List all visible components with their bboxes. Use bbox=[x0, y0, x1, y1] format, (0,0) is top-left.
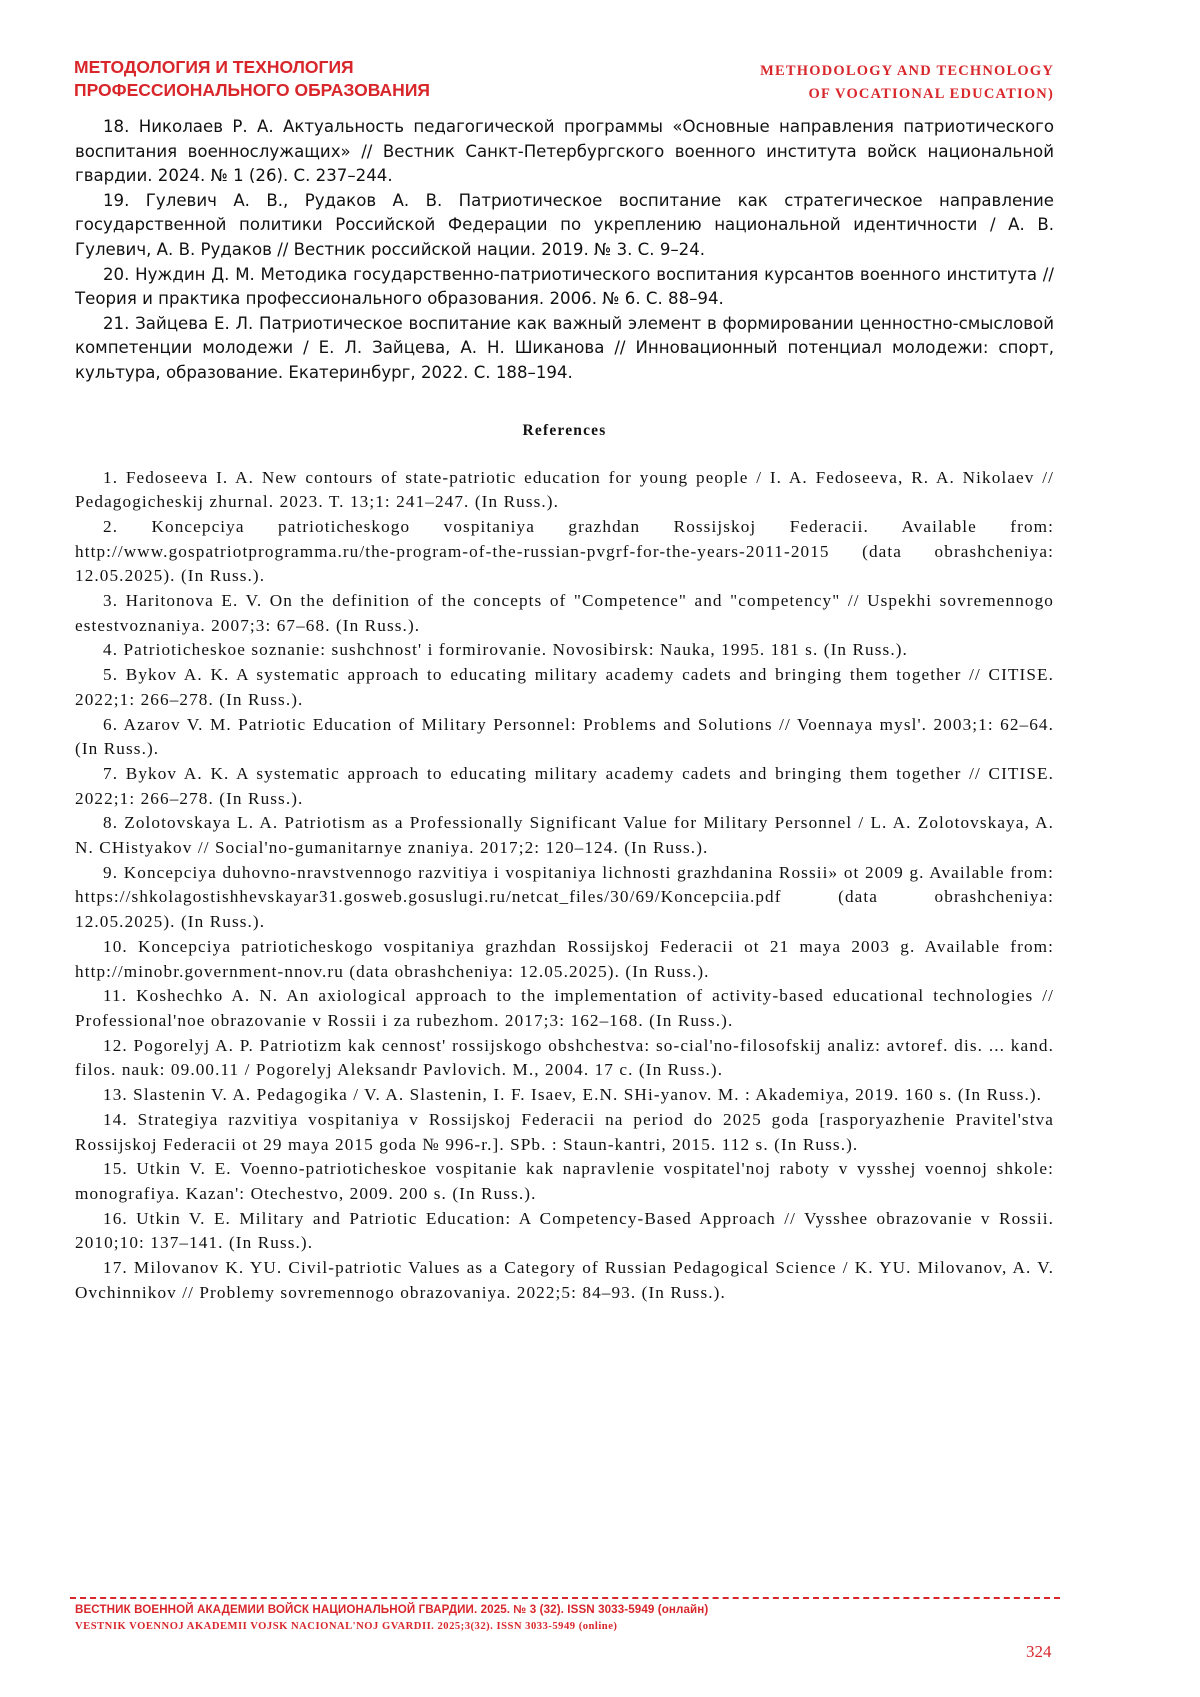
footer-journal-en: VESTNIK VOENNOJ AKADEMII VOJSK NACIONAL'NOJ GVARDII. 2025;3(32). ISSN 3033-5949 (online) bbox=[75, 1621, 618, 1632]
en-reference-item: 16. Utkin V. E. Military and Patriotic Education: A Competency-Based Approach // Vysshee obrazovanie v Rossii. 2010;10: 137–141. (In Russ.). bbox=[75, 1208, 1054, 1253]
ru-reference-item: 21. Зайцева Е. Л. Патриотическое воспитание как важный элемент в формировании ценностно-смысловой компетенции молодежи / Е. Л. Зайцева, А. Н. Шиканова // Инновационный потенциал молодежи: спорт, культура, образование. Екатеринбург, 2022. С. 188–194. bbox=[75, 313, 1054, 382]
header-left-line-1: МЕТОДОЛОГИЯ И ТЕХНОЛОГИЯ bbox=[74, 57, 354, 77]
journal-section-title-ru bbox=[74, 56, 430, 102]
header-right-line-1: METHODOLOGY AND TECHNOLOGY bbox=[760, 63, 1054, 79]
en-reference-item: 17. Milovanov K. YU. Civil-patriotic Values as a Category of Russian Pedagogical Science / K. YU. Milovanov, A. V. Ovchinnikov // Problemy sovremennogo obrazovaniya. 2022;5: 84–93. (In Russ.). bbox=[75, 1258, 1054, 1302]
en-reference-item: 6. Azarov V. M. Patriotic Education of Military Personnel: Problems and Solutions // Voennaya mysl'. 2003;1: 62–64. (In Russ.). bbox=[75, 714, 1054, 759]
header-right-line-2: OF VOCATIONAL EDUCATION) bbox=[808, 86, 1054, 102]
references-heading: References bbox=[522, 421, 607, 439]
en-reference-item: 11. Koshechko A. N. An axiological approach to the implementation of activity-based educational technologies // Professional'noe obrazovanie v Rossii i za rubezhom. 2017;3: 162–168. (In Russ.). bbox=[75, 986, 1054, 1030]
ru-reference-item: 19. Гулевич А. В., Рудаков А. В. Патриотическое воспитание как стратегическое направление государственной политики Российской Федерации по укреплению национальной идентичности / А. В. Гулевич, А. В. Рудаков // Вестник российской нации. 2019. № 3. С. 9–24. bbox=[75, 190, 1054, 259]
en-reference-item: 15. Utkin V. E. Voenno-patrioticheskoe vospitanie kak napravlenie vospitatel'noj raboty v vysshej voennoj shkole: monografiya. Kazan': Otechestvo, 2009. 200 s. (In Russ.). bbox=[75, 1159, 1054, 1203]
ru-reference-item: 18. Николаев Р. А. Актуальность педагогической программы «Основные направления патриотического воспитания военнослужащих» // Вестник Санкт-Петербургского военного института войск национальной гвардии. 2024. № 1 (26). С. 237–244. bbox=[75, 117, 1054, 186]
en-reference-item: 5. Bykov A. K. A systematic approach to educating military academy cadets and bringing them together // CITISE. 2022;1: 266–278. (In Russ.). bbox=[75, 665, 1054, 709]
en-reference-item: 8. Zolotovskaya L. A. Patriotism as a Professionally Significant Value for Military Personnel / L. A. Zolotovskaya, A. N. CHistyakov // Social'no-gumanitarnye znaniya. 2017;2: 120–124. (In Russ.). bbox=[75, 813, 1054, 858]
page-number: 324 bbox=[1026, 1642, 1052, 1661]
en-reference-item: 2. Koncepciya patrioticheskogo vospitaniya grazhdan Rossijskoj Federacii. Available from: http://www.gospatriotprogramma.ru/the-program-of-the-russian-pvgrf-for-the-years-2011-2015 (data obrashcheniya: 12.05.2025). (In Russ.). bbox=[75, 516, 1054, 586]
en-reference-item: 14. Strategiya razvitiya vospitaniya v Rossijskoj Federacii na period do 2025 goda [rasporyazhenie Pravitel'stva Rossijskoj Federacii ot 29 maya 2015 goda № 996-r.]. SPb. : Staun-kantri, 2015. 112 s. (In Russ.). bbox=[75, 1109, 1054, 1154]
ru-reference-item: 20. Нуждин Д. М. Методика государственно-патриотического воспитания курсантов военного института // Теория и практика профессионального образования. 2006. № 6. С. 88–94. bbox=[75, 264, 1054, 309]
footer-divider bbox=[70, 1597, 1060, 1599]
en-reference-list bbox=[75, 466, 1054, 1306]
en-reference-item: 10. Koncepciya patrioticheskogo vospitaniya grazhdan Rossijskoj Federacii ot 21 maya 2003 g. Available from: http://minobr.government-nnov.ru (data obrashcheniya: 12.05.2025). (In Russ.). bbox=[75, 936, 1054, 981]
en-reference-item: 12. Pogorelyj A. P. Patriotizm kak cennost' rossijskogo obshchestva: so-cial'no-filosofskij analiz: avtoref. dis. ... kand. filos. nauk: 09.00.11 / Pogorelyj Aleksandr Pavlovich. M., 2004. 17 c. (In Russ.). bbox=[75, 1035, 1054, 1080]
footer-journal-ru: ВЕСТНИК ВОЕННОЙ АКАДЕМИИ ВОЙСК НАЦИОНАЛЬНОЙ ГВАРДИИ. 2025. № 3 (32). ISSN 3033-5949 (онлайн) bbox=[75, 1603, 709, 1616]
en-reference-item: 9. Koncepciya duhovno-nravstvennogo razvitiya i vospitaniya lichnosti grazhdanina Rossii» ot 2009 g. Available from: https://shkolagostishhevskayar31.gosweb.gosuslugi.ru/netcat_files/30/69/Koncepciia.pdf (data obrashcheniya: 12.05.2025). (In Russ.). bbox=[75, 862, 1054, 932]
en-reference-item: 1. Fedoseeva I. A. New contours of state-patriotic education for young people / I. A. Fedoseeva, R. A. Nikolaev // Pedagogicheskij zhurnal. 2023. T. 13;1: 241–247. (In Russ.). bbox=[75, 467, 1054, 512]
en-reference-item: 3. Haritonova E. V. On the definition of the concepts of "Competence" and "competency" // Uspekhi sovremennogo estestvoznaniya. 2007;3: 67–68. (In Russ.). bbox=[75, 591, 1054, 635]
en-reference-item: 13. Slastenin V. A. Pedagogika / V. A. Slastenin, I. F. Isaev, E.N. SHi-yanov. M. : Akademiya, 2019. 160 s. (In Russ.). bbox=[103, 1085, 1043, 1105]
header-left-line-2: ПРОФЕССИОНАЛЬНОГО ОБРАЗОВАНИЯ bbox=[74, 80, 430, 100]
ru-reference-list bbox=[75, 115, 1054, 386]
en-reference-item: 7. Bykov A. K. A systematic approach to educating military academy cadets and bringing them together // CITISE. 2022;1: 266–278. (In Russ.). bbox=[75, 763, 1054, 808]
journal-section-title-en bbox=[760, 60, 1054, 106]
en-reference-item: 4. Patrioticheskoe soznanie: sushchnost' i formirovanie. Novosibirsk: Nauka, 1995. 181 s. (In Russ.). bbox=[103, 640, 908, 660]
page-content bbox=[75, 115, 1054, 1305]
